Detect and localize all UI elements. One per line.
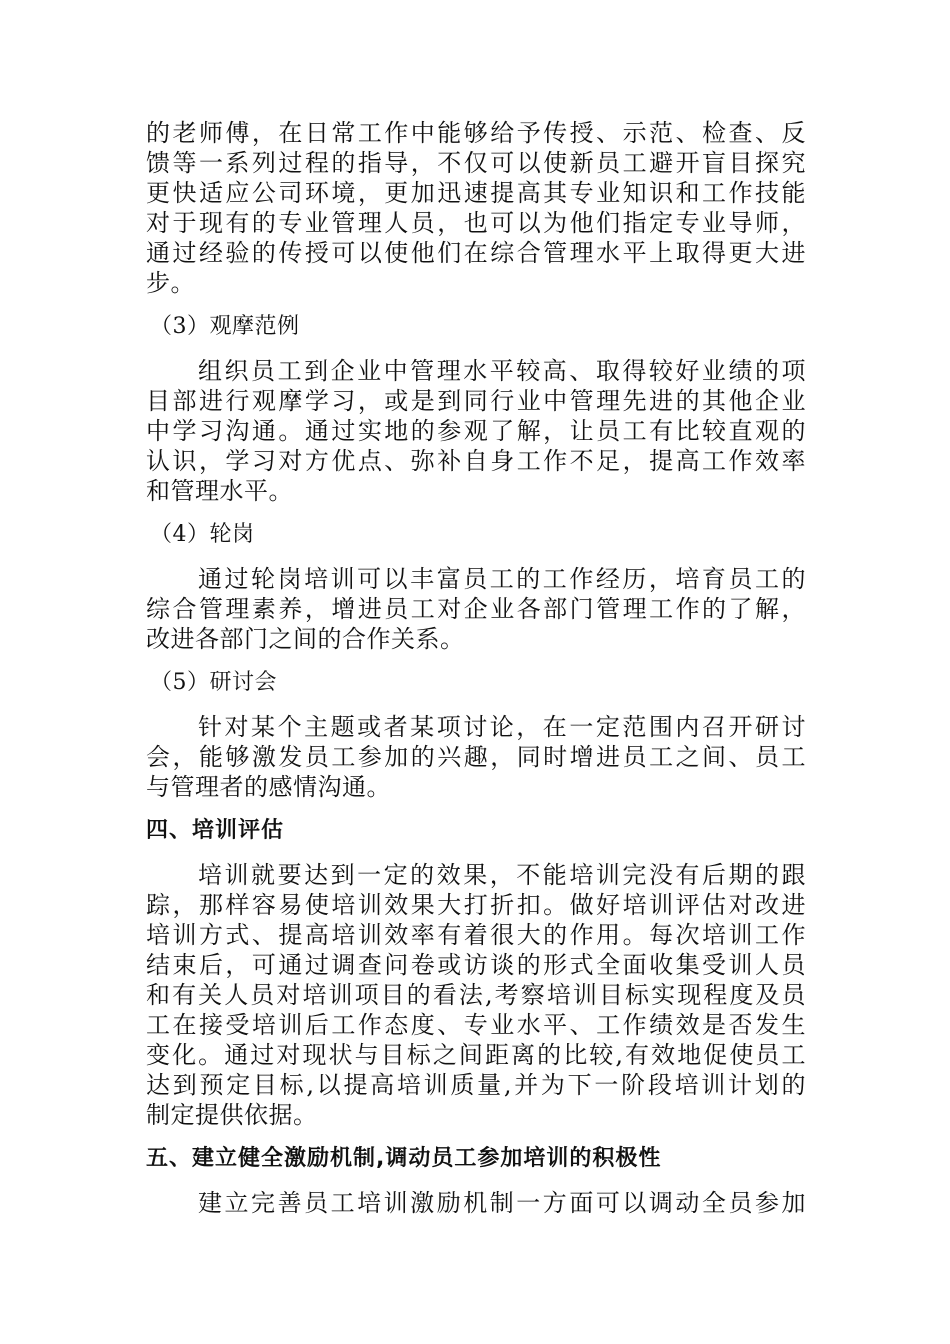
subheading-seminar: （5）研讨会 xyxy=(150,670,277,695)
text-line: 的老师傅，在日常工作中能够给予传授、示范、检查、反 xyxy=(146,119,806,147)
text-line: 针对某个主题或者某项讨论，在一定范围内召开研讨 xyxy=(198,713,806,741)
paragraph-observation xyxy=(146,356,806,506)
paragraph-incentive xyxy=(146,1188,806,1218)
text-line: 结束后，可通过调查问卷或访谈的形式全面收集受训人员 xyxy=(146,951,806,979)
subheading-observation: （3）观摩范例 xyxy=(150,314,300,339)
text-line: 与管理者的感情沟通。 xyxy=(146,773,391,801)
text-line: 通过经验的传授可以使他们在综合管理水平上取得更大进 xyxy=(146,239,806,267)
text-line: 制定提供依据。 xyxy=(146,1101,318,1129)
text-line: 馈等一系列过程的指导，不仅可以使新员工避开盲目探究 xyxy=(146,149,806,177)
section-heading-incentive: 五、建立健全激励机制,调动员工参加培训的积极性 xyxy=(146,1146,662,1171)
text-line: 认识，学习对方优点、弥补自身工作不足，提高工作效率 xyxy=(146,447,806,475)
text-line: 步。 xyxy=(146,269,195,297)
text-line: 变化。通过对现状与目标之间距离的比较,有效地促使员工 xyxy=(146,1041,806,1069)
text-line: 踪，那样容易使培训效果大打折扣。做好培训评估对改进 xyxy=(146,891,806,919)
paragraph-evaluation xyxy=(146,860,806,1130)
text-line: 通过轮岗培训可以丰富员工的工作经历，培育员工的 xyxy=(198,565,806,593)
text-line: 更快适应公司环境，更加迅速提高其专业知识和工作技能 xyxy=(146,179,806,207)
paragraph-seminar xyxy=(146,712,806,802)
text-line: 达到预定目标,以提高培训质量,并为下一阶段培训计划的 xyxy=(146,1071,806,1099)
text-line: 对于现有的专业管理人员，也可以为他们指定专业导师， xyxy=(146,209,806,237)
text-line: 会，能够激发员工参加的兴趣，同时增进员工之间、员工 xyxy=(146,743,806,771)
text-line: 和有关人员对培训项目的看法,考察培训目标实现程度及员 xyxy=(146,981,806,1009)
subheading-rotation: （4）轮岗 xyxy=(150,522,255,547)
text-line: 改进各部门之间的合作关系。 xyxy=(146,625,465,653)
text-line: 工在接受培训后工作态度、专业水平、工作绩效是否发生 xyxy=(146,1011,806,1039)
paragraph-mentor-continuation xyxy=(146,118,806,298)
text-line: 和管理水平。 xyxy=(146,477,293,505)
text-line: 组织员工到企业中管理水平较高、取得较好业绩的项 xyxy=(198,357,806,385)
text-line: 培训就要达到一定的效果，不能培训完没有后期的跟 xyxy=(198,861,806,889)
text-line: 中学习沟通。通过实地的参观了解，让员工有比较直观的 xyxy=(146,417,806,445)
text-line: 目部进行观摩学习，或是到同行业中管理先进的其他企业 xyxy=(146,387,806,415)
paragraph-rotation xyxy=(146,564,806,654)
document-page xyxy=(146,118,806,1218)
text-line: 综合管理素养，增进员工对企业各部门管理工作的了解， xyxy=(146,595,806,623)
text-line: 培训方式、提高培训效率有着很大的作用。每次培训工作 xyxy=(146,921,806,949)
text-line: 建立完善员工培训激励机制一方面可以调动全员参加 xyxy=(198,1189,806,1217)
section-heading-evaluation: 四、培训评估 xyxy=(146,818,285,843)
